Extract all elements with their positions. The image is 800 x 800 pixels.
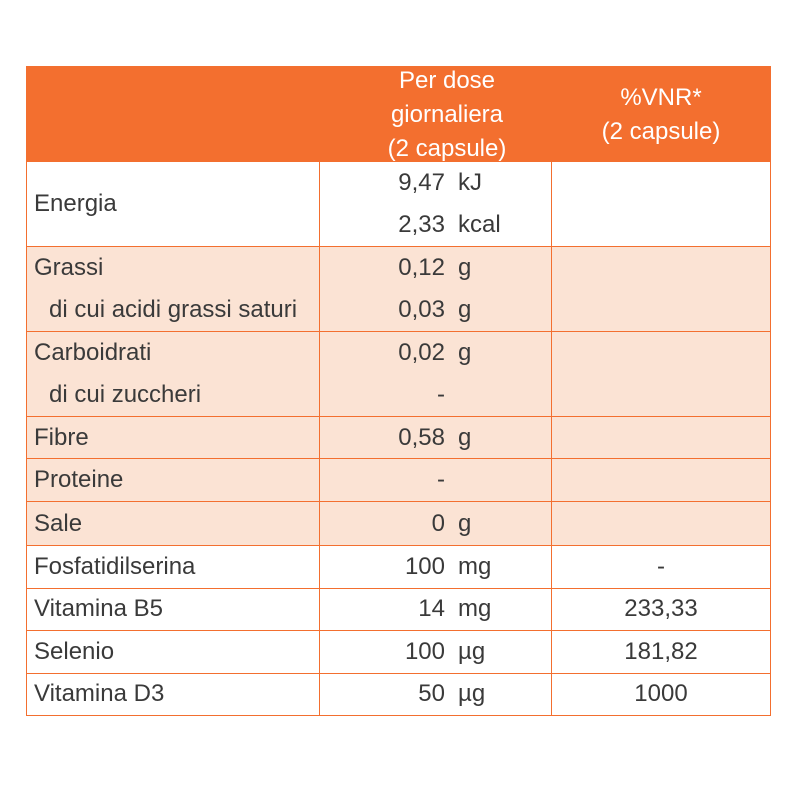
header-vnr-line1: %VNR* bbox=[620, 83, 702, 111]
quantity-cell bbox=[320, 332, 552, 416]
quantity-unit: kcal bbox=[458, 211, 501, 238]
table-row-grassi bbox=[27, 246, 770, 331]
table-row-proteine bbox=[27, 458, 770, 501]
quantity-line bbox=[320, 459, 551, 501]
quantity-value: 14 bbox=[418, 595, 445, 623]
quantity-unit: mg bbox=[458, 552, 492, 580]
nutrient-label: Sale bbox=[34, 509, 83, 537]
nutrient-label-cell bbox=[27, 546, 320, 588]
nutrient-label-cell bbox=[27, 459, 320, 501]
quantity-unit bbox=[445, 374, 505, 416]
header-per-dose-line1: Per dose giornaliera bbox=[390, 66, 504, 128]
nutrient-label-cell bbox=[27, 674, 320, 716]
vnr-cell bbox=[552, 459, 770, 501]
nutrient-label-cell bbox=[27, 631, 320, 673]
vnr-cell bbox=[552, 502, 770, 545]
nutrient-label: Vitamina B5 bbox=[34, 595, 163, 623]
header-vnr-line2: (2 capsule) bbox=[601, 117, 721, 145]
quantity-cell bbox=[320, 546, 552, 588]
quantity-cell bbox=[320, 417, 552, 458]
quantity-cell bbox=[320, 247, 552, 331]
quantity-unit: mg bbox=[458, 595, 492, 623]
nutrient-label: Energia bbox=[34, 190, 117, 217]
quantity-unit: g bbox=[458, 339, 472, 366]
vnr-cell bbox=[552, 589, 770, 631]
vnr-value: 181,82 bbox=[624, 637, 698, 665]
vnr-value: 233,33 bbox=[624, 595, 698, 623]
quantity-unit: µg bbox=[458, 637, 486, 665]
vnr-cell bbox=[552, 631, 770, 673]
quantity-cell bbox=[320, 502, 552, 545]
nutrient-label: Proteine bbox=[34, 466, 124, 493]
quantity-cell bbox=[320, 589, 552, 631]
quantity-line bbox=[320, 673, 551, 715]
table-row-carboidrati bbox=[27, 331, 770, 416]
quantity-line bbox=[320, 503, 551, 545]
nutrient-sublabel: di cui zuccheri bbox=[49, 381, 202, 408]
quantity-line bbox=[320, 631, 551, 673]
quantity-value: 0,58 bbox=[398, 423, 445, 451]
nutrient-label: Carboidrati bbox=[34, 339, 152, 366]
vnr-cell bbox=[552, 546, 770, 588]
quantity-unit: g bbox=[458, 296, 472, 323]
header-vnr bbox=[552, 66, 770, 161]
quantity-unit bbox=[445, 459, 505, 501]
quantity-line bbox=[320, 204, 551, 246]
quantity-line bbox=[320, 374, 551, 416]
quantity-unit: µg bbox=[458, 680, 486, 708]
table-row-energia bbox=[27, 161, 770, 246]
header-empty-cell bbox=[27, 66, 320, 161]
nutrient-label-cell bbox=[27, 589, 320, 631]
nutrient-sublabel: di cui acidi grassi saturi bbox=[49, 296, 298, 323]
quantity-value: 0,02 bbox=[398, 339, 445, 366]
quantity-value: - bbox=[437, 381, 445, 408]
header-per-dose-line2: (2 capsule) bbox=[387, 134, 507, 162]
nutrient-label-cell bbox=[27, 332, 320, 416]
vnr-cell bbox=[552, 332, 770, 416]
nutrient-label: Grassi bbox=[34, 254, 104, 281]
nutrition-table bbox=[26, 66, 771, 716]
quantity-value: 9,47 bbox=[398, 169, 445, 196]
quantity-value: 2,33 bbox=[398, 211, 445, 238]
quantity-unit: g bbox=[458, 423, 472, 451]
table-row-vitamina-d3 bbox=[27, 673, 770, 716]
quantity-cell bbox=[320, 459, 552, 501]
table-row-fosfatidilserina bbox=[27, 545, 770, 588]
quantity-value: 100 bbox=[404, 552, 445, 580]
quantity-cell bbox=[320, 674, 552, 716]
nutrient-label: Fibre bbox=[34, 423, 89, 451]
vnr-value: - bbox=[657, 552, 665, 580]
quantity-cell bbox=[320, 162, 552, 246]
quantity-line bbox=[320, 588, 551, 630]
quantity-unit: g bbox=[458, 509, 472, 537]
nutrient-label: Selenio bbox=[34, 637, 115, 665]
table-row-vitamina-b5 bbox=[27, 588, 770, 631]
quantity-cell bbox=[320, 631, 552, 673]
nutrient-label-cell bbox=[27, 162, 320, 246]
table-header bbox=[27, 66, 770, 161]
vnr-cell bbox=[552, 162, 770, 246]
quantity-value: 0 bbox=[431, 509, 445, 537]
vnr-cell bbox=[552, 247, 770, 331]
quantity-unit: g bbox=[458, 254, 472, 281]
vnr-value: 1000 bbox=[634, 680, 688, 708]
quantity-value: 0,03 bbox=[398, 296, 445, 323]
quantity-unit: kJ bbox=[458, 169, 482, 196]
header-per-dose bbox=[320, 66, 552, 161]
nutrient-label: Vitamina D3 bbox=[34, 680, 165, 708]
nutrient-label-cell bbox=[27, 247, 320, 331]
quantity-line bbox=[320, 546, 551, 588]
nutrient-label-cell bbox=[27, 502, 320, 545]
quantity-line bbox=[320, 247, 551, 289]
table-row-fibre bbox=[27, 416, 770, 458]
vnr-cell bbox=[552, 417, 770, 458]
quantity-value: 50 bbox=[418, 680, 445, 708]
vnr-cell bbox=[552, 674, 770, 716]
quantity-value: 0,12 bbox=[398, 254, 445, 281]
quantity-line bbox=[320, 417, 551, 459]
table-row-sale bbox=[27, 501, 770, 545]
table-row-selenio bbox=[27, 630, 770, 673]
quantity-line bbox=[320, 289, 551, 331]
quantity-line bbox=[320, 162, 551, 204]
quantity-value: 100 bbox=[404, 637, 445, 665]
nutrient-label: Fosfatidilserina bbox=[34, 552, 196, 580]
quantity-line bbox=[320, 332, 551, 374]
nutrient-label-cell bbox=[27, 417, 320, 458]
quantity-value: - bbox=[437, 466, 445, 493]
